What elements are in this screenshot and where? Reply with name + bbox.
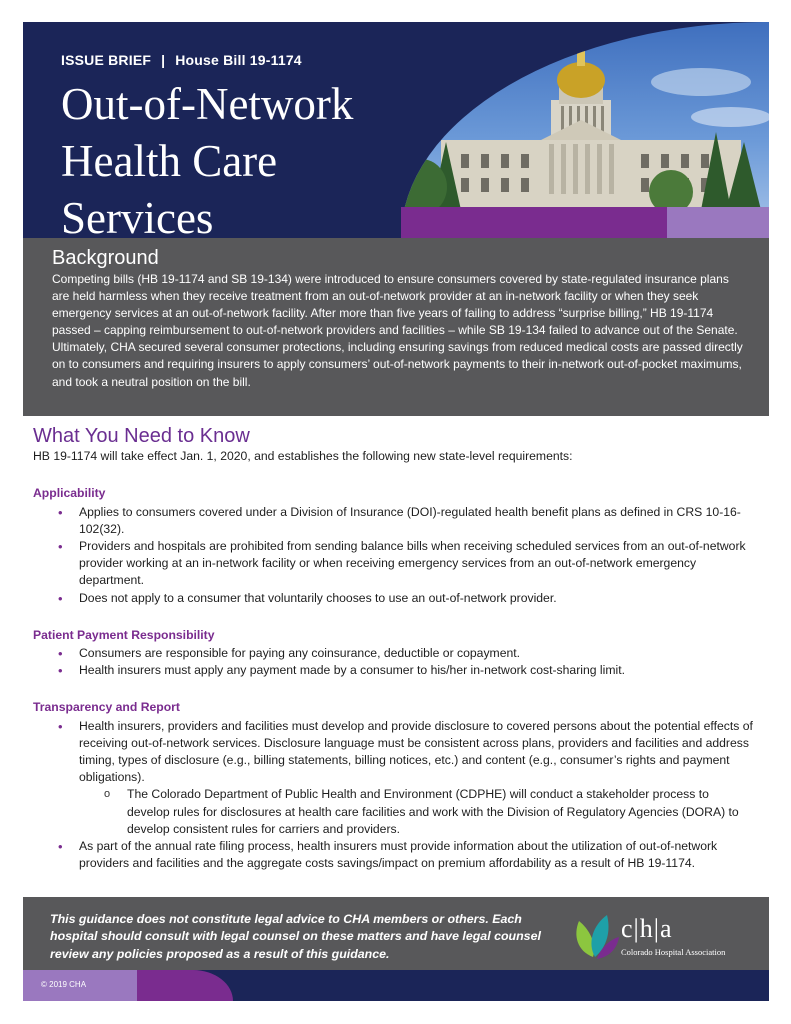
lavender-accent-band <box>667 207 769 238</box>
leaf-icon <box>571 907 621 963</box>
issue-brief-line <box>61 52 302 68</box>
need-to-know-heading: What You Need to Know <box>33 425 250 447</box>
list-item: • Providers and hospitals are prohibited from sending balance bills when receiving scheduled services from an out-of-network provider working at an in-network facility or when receiving emergency services from an out-of-network emergency department. <box>54 538 753 590</box>
background-heading: Background <box>52 247 159 269</box>
applicability-heading: Applicability <box>33 486 106 501</box>
sub-list <box>101 786 753 838</box>
cha-logo <box>571 907 751 963</box>
list-item <box>54 718 753 838</box>
background-section <box>23 238 769 416</box>
issue-brief-label: ISSUE BRIEF <box>61 52 152 68</box>
logo-text: c|h|a <box>621 914 673 943</box>
sub-list-item: o The Colorado Department of Public Health and Environment (CDPHE) will conduct a stakeholder process to develop rules for disclosures at health care facilities and work with the Division of Regulatory Agencies (DORA) to develop consistent rules for carriers and providers. <box>101 786 753 838</box>
disclaimer-text: This guidance does not constitute legal advice to CHA members or others. Each hospital should consult with legal counsel on these matters and have legal counsel review any policies proposed as a result of this guidance. <box>50 912 541 961</box>
payment-list <box>54 645 753 679</box>
list-item: • Consumers are responsible for paying any coinsurance, deductible or copayment. <box>54 645 753 662</box>
list-item: • Does not apply to a consumer that voluntarily chooses to use an out-of-network provider. <box>54 590 753 607</box>
list-item: • As part of the annual rate filing process, health insurers must provide information about the utilization of out-of-network providers and facilities and the aggregate costs savings/impact on premium affordability as a result of HB 19-1174. <box>54 838 753 872</box>
title-line: Health Care <box>61 136 278 186</box>
payment-section <box>33 627 753 680</box>
list-item: • Health insurers must apply any payment made by a consumer to his/her in-network cost-sharing limit. <box>54 662 753 679</box>
bill-number: House Bill 19-1174 <box>175 52 302 68</box>
list-item-text: Health insurers, providers and facilities must develop and provide disclosure to covered persons about the potential effects of receiving out-of-network services. Disclosure language must be consistent across plans, providers and facilities and address timing, types of disclosure (e.g., billing statements, billing notices, etc.) and content (e.g., consumer’s rights and payment obligations). <box>79 718 753 785</box>
title-line: Out-of-Network <box>61 79 354 129</box>
payment-heading: Patient Payment Responsibility <box>33 627 215 642</box>
background-text: Competing bills (HB 19-1174 and SB 19-134) were introduced to ensure consumers covered by state-regulated insurance plans are held harmless when they receive treatment from an out-of-network provider at an in-network facility or when they seek emergency services at an out-of-network facility. After more than five years of failing to address “surprise billing,” HB 19-1174 passed – capping reimbursement to out-of-network providers and facilities – while SB 19-134 failed to advance out of the Senate. Ultimately, CHA secured several consumer protections, including ensuring savings from reduced medical costs are passed directly on to consumers and requiring insurers to apply consumers’ out-of-network payments to their in-network out-of-pocket maximums, and took a neutral position on the bill. <box>52 272 743 389</box>
need-to-know-intro: HB 19-1174 will take effect Jan. 1, 2020, and establishes the following new state-level requirements: <box>33 449 573 464</box>
title-line: Services <box>61 193 214 238</box>
transparency-section <box>33 699 753 872</box>
bottom-bar <box>23 970 769 1001</box>
disclaimer-box <box>23 897 769 970</box>
transparency-heading: Transparency and Report <box>33 700 180 715</box>
page-title <box>61 76 421 238</box>
copyright-text: © 2019 CHA <box>41 980 87 989</box>
logo-subtitle: Colorado Hospital Association <box>621 947 726 957</box>
list-item: • Applies to consumers covered under a Division of Insurance (DOI)-regulated health benefit plans as defined in CRS 10-16-102(32). <box>54 504 753 538</box>
main-content <box>33 425 753 892</box>
transparency-list <box>54 718 753 873</box>
applicability-list <box>54 504 753 607</box>
header-banner <box>23 22 769 238</box>
bottom-purple-block <box>137 970 233 1001</box>
applicability-section <box>33 485 753 606</box>
header-separator: | <box>161 52 166 68</box>
capitol-building-photo <box>401 22 769 238</box>
